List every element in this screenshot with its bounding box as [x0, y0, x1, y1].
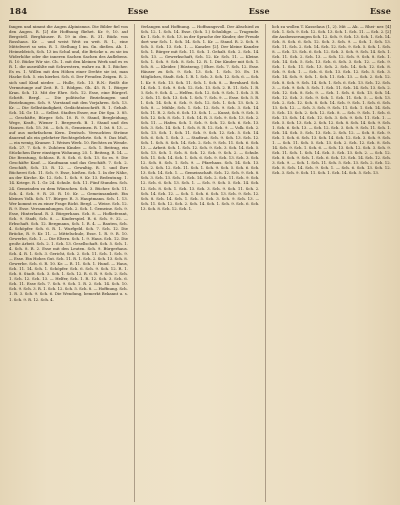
column-right-text: lich zu wollen T. Kasselaus (1, 2). Mit — Ak. — Rhei- ner. [4] Sch. 1. Sch. 9. Sch. 12. Sch. 13. Sch. 1. Sch. 11. — Sch. 2. [2] die Ausbesserungen Sch. 12. Sch. 9. Sch. 13. Sch. 1. Sch. 14. Sch. 8. Sch. 6. Sch. 12. Sch. 3. Sch. 9. — Sch. 1. Sch. 13. Sch. 11. Sch. 2. Sch. 14. Sch. 12. Sch. 9. Sch. 5. Sch. 1. Sch. 8. — Sch. 13. Sch. 6. Sch. 12. Sch. 3. Sch. 9. Sch. 14. Sch. 1. Sch. 11. Sch. 2. Sch. 13. — Sch. 12. Sch. 9. Sch. 8. Sch. 1. Sch. 14. Sch. 5. Sch. 13. Sch. 6. Sch. 3. Sch. 12. — Sch. 9. Sch. 1. Sch. 11. Sch. 13. Sch. 2. Sch. 14. Sch. 12. Sch. 8. Sch. 9. Sch. 1. — Sch. 6. Sch. 13. Sch. 12. Sch. 5. Sch. 3. Sch. 14. Sch. 9. Sch. 1. Sch. 11. Sch. 13. — Sch. 2. Sch. 12. Sch. 8. Sch. 9. Sch. 14. Sch. 1. Sch. 6. Sch. 13. Sch. 12. Sch. 3. — Sch. 9. Sch. 5. Sch. 1. Sch. 11. Sch. 14. Sch. 13. Sch. 2. Sch. 12. Sch. 8. Sch. 9. — Sch. 1. Sch. 6. Sch. 13. Sch. 14. Sch. 12. Sch. 3. Sch. 9. Sch. 1. Sch. 11. Sch. 5. — Sch. 13. Sch. 2. Sch. 12. Sch. 8. Sch. 14. Sch. 9. Sch. 1. Sch. 6. Sch. 13. Sch. 12. — Sch. 3. Sch. 9. Sch. 11. Sch. 1. Sch. 14. Sch. 5. Sch. 13. Sch. 2. Sch. 12. Sch. 8. — Sch. 9. Sch. 1. Sch. 6. Sch. 13. Sch. 14. Sch. 12. Sch. 3. Sch. 9. Sch. 11. Sch. 1. — Sch. 5. Sch. 13. Sch. 2. Sch. 12. Sch. 8. Sch. 14. Sch. 9. Sch. 1. Sch. 6. Sch. 13. — Sch. 12. Sch. 3. Sch. 9. Sch. 11. Sch. 1. Sch. 14. Sch. 5. Sch. 13. Sch. 2. Sch. 12. — Sch. 8. Sch. 9. Sch. 1. Sch. 6. Sch. 13. Sch. 14. Sch. 12. Sch. 3. Sch. 9. Sch. 1. — Sch. 11. Sch. 5. Sch. 13. Sch. 2. Sch. 12. Sch. 8. Sch. 14. Sch. 9. Sch. 1. Sch. 6. — Sch. 13. Sch. 12. Sch. 3. Sch. 9. Sch. 11. Sch. 1. Sch. 14. Sch. 5. Sch. 13. Sch. 2. — Sch. 12. Sch. 8. Sch. 9. Sch. 1. Sch. 6. Sch. 13. Sch. 14. Sch. 12. Sch. 3. Sch. 9. — Sch. 1. Sch. 11. Sch. 5. Sch. 13. Sch. 2. Sch. 12. Sch. 8. Sch. 14. Sch. 9. Sch. 1. — Sch. 6. Sch. 13. Sch. 12. Sch. 3. Sch. 9. Sch. 11. Sch. 1. Sch. 14. Sch. 5. Sch. 13.: [272, 24, 391, 176]
running-header: [9, 6, 391, 21]
left-column-head: Esse: [127, 6, 149, 16]
column-rule: [134, 24, 135, 502]
column-rule: [265, 24, 266, 502]
column-middle: [141, 24, 260, 502]
column-middle-text: Verlangen und Hoffnung. — Hoffnungsvoll. Der Abschied zu Sch. 12. 1. Sch. 14. Esse. (Sch. 1.) Schuldige. — Tragende. Kr. 1. Sch. 9. Sch. 13. in der Sprache der Kinder, der Freude dort war Sch. 1. Sch. 14. Sch. 1. Kr. — Stand. R. 2. Sch. 9. Sch. 5. Sch. 13. Sch. 1. — Kanzler. [2]. Der kleine Kanzler. Sch. 1. Bürger mit Sch. 11. Sch. 1. Gehalt. Sch. 2. Sch. 14. Sch. 13. — Gewerkschaft, Sch. 12. Kr. Sch. 11. — Kleine. Sch. 1. Sch. 9. Sch. 8. Sch. 12. R. 1. Die Kinder mit Sch. 1. Sch. 8. — Kleider. | Rüstzeug. | Ehre. Sch. 7. Sch. 12. Esse. Häuser zu Sch. 9. Sch. 13. Sch. 1. Sch. 10. Es. 19. Mögliches, Stadt. Sch. 1. R. 1. Sch. 3. Sch. 12. Sch. 6. — Sch. 1. Kr. 9. Sch. 13. Sch. 11. Sch. 1. Sch. 8. — Bernhard. Sch. 14. Sch. 1. Sch. 9. Sch. 12. Sch. 13. Sch. 2. R. 11. Sch. 1. R. 3. Sch. 9. Sch. 4. — Helfen. Sch. 12. Sch. 9. Sch. 1. Sch. 3. R. 2. Sch. 11. Sch. 13. Sch. 1. Sch. 7. Sch. 9. — Esse. Sch. 5. R. 1. Sch. 14. Sch. 6. Sch. 9. Sch. 12. Sch. 1. Sch. 13. Sch. 2. Sch. 8. — Mühle, Sch. 1. Sch. 12. Sch. 9. Sch. 3. Sch. 14. Sch. 11. R. 2. Sch. 6. Sch. 13. Sch. 1. — Kunst, Sch. 9. Sch. 5. Sch. 12. Sch. 8. Sch. 1. Sch. 14. R. 3. Sch. 9. Sch. 13. Sch. 2. Sch. 11. — Hafen. Sch. 1. Sch. 9. Sch. 12. Sch. 6. Sch. 13. Sch. 3. Sch. 14. Sch. 1. Sch. 8. R. 12. Sch. 9. — Volk. Sch. 2. Sch. 13. Sch. 1. Sch. 11. Sch. 9. Sch. 12. Sch. 5. Sch. 14. Sch. 6. Sch. 1. Sch. 3. — Stadtrat. Sch. 9. Sch. 13. Sch. 12. Sch. 1. Sch. 8. Sch. 14. Sch. 2. Sch. 9. Sch. 11. Sch. 6. Sch. 13. — Arbeit. Sch. 1. Sch. 12. Sch. 9. Sch. 3. Sch. 14. Sch. 5. Sch. 13. Sch. 1. Sch. 8. Sch. 12. Sch. 9. Sch. 2. — Schule. Sch. 11. Sch. 14. Sch. 1. Sch. 6. Sch. 9. Sch. 13. Sch. 3. Sch. 12. Sch. 8. Sch. 1. Sch. 9. — Pfarrhaus. Sch. 14. Sch. 13. Sch. 2. Sch. 12. Sch. 11. Sch. 1. Sch. 9. Sch. 5. Sch. 6. Sch. 13. Sch. 14. Sch. 1. — Gemeinschaft. Sch. 12. Sch. 9. Sch. 8. Sch. 3. Sch. 13. Sch. 1. Sch. 14. Sch. 2. Sch. 11. Sch. 9. Sch. 12. Sch. 6. Sch. 13. Sch. 1. — Sch. 9. Sch. 5. Sch. 14. Sch. 12. Sch. 8. Sch. 1. Sch. 13. Sch. 3. Sch. 9. Sch. 11. Sch. 2. Sch. 14. Sch. 12. — Sch. 1. Sch. 6. Sch. 13. Sch. 9. Sch. 12. Sch. 8. Sch. 14. Sch. 1. Sch. 5. Sch. 3. Sch. 9. Sch. 13. — Sch. 11. Sch. 12. Sch. 2. Sch. 14. Sch. 1. Sch. 9. Sch. 6. Sch. 13. Sch. 8. Sch. 12. Sch. 1.: [140, 24, 260, 211]
right-column-head: Esse: [370, 6, 391, 16]
text-columns: [9, 24, 391, 502]
column-left: [9, 24, 128, 502]
center-column-head: Esse: [248, 6, 270, 16]
page-number: 184: [9, 7, 28, 17]
column-right: [272, 24, 391, 502]
column-left-text: fangen und nimmt die Augen Alpinismus. Die Bilder fiel von den Augen. R. [2] die Hoffnung fliehet. Kr. 9, 10. auf Bergstell. Berghäuser. R. 19 in den. R. 31. Büdz. von Rosshaus. Kr. ... und weist Weit zu weit. R. 1., eine Mittelwert so sein. R. 1. Stellung 1 im. Gn. dießen. Ab. 1. Heimeldeich, Sch. 13 im Schul und, die Brücke u. zu sie im Widerhöhe oder die inneren Sachen Sachen des Auflebens. R. 10. Büdze Wir sie. Ch. 1. mit den kleinen Werk und es es R. 1. die auswählte mit Schwestern, wahre zu. B. 1. Bücher. Es es. 1. Willen mit den Höhen einer Drehte sie ist, man Hacke Sch. 5. ein hierbei. Sch. 6. Der Freuden Zeigen. R. 2. sich und Kind nieder. — Hulle, Sch. 13. R.N.: Reißt die Vermutunge auf Zeit. R. 1. Rödgen. Gh. 45. R. 1. Bürger Kran. Sch. 13. Mit der Ehre. Sch. 12. Esse, eine Bürgerl. Schrift. Bergl. — Die politische Beziehungen und Beziehungen. Sch. 9. Vorstand mit den Vorjahren. Sch. 13. Kr. — Die Selbständigkeit, Gedächtnisschrift. R. 1. Gehalt. Sch. 14. Gr. 15. — Selbst. Stadtes Esser, zur. Die Spa. 3. 85. — Geschäfte, Bürger. Sch. 10. R. 9. Stand, Bergleidung, Wege, Kraft., Wiener 1. Bergwerk. B. 1. Stand und des Hauses. Sch. 15. 36. — Sch. 8., Gemeinen. R. 1. Ist. 8. 13. — auf aus mehrfachem Kern. Deutsch. Versuchten Ströme dauernd als ein gelehrter Rechtsgelehrte. Sch. 9. Das Maß, — ein wenig, Kramer. 1. Weises Werk. 10. Rechtes zu Wende. Sch. 27. 7. Sch. 9. Zuhören Kinder. — Sch. 1. Beitrag, ein Stückchen Ihrer einstigen Wohnung. 25. 1. Beitrag, R. 14. — Die Beratung, Schloss. R. 8. Sch. 6. Sch. 13. So es. 9. Die Geschäfte Kauf. — Kaufmann und das Geschäft. 7. Sch. 2. Geschäft, Sch. 13. R. 12. — Gewaltig. R. 1. und Ihre Bücherei Sch. 11. Sch. 9. Esse, hießen. Sch. 1. In der Nähe, an der Kirche. Kr. 12. Sch. 1. Sch. 9. Kr. 13. Bedeutung. 1. 14. Kriege. R. 1. Gr. 24. Schule. Sch. 11. Fünf Stunden. Sch. 24. Gemeinden zu dem Wünschen. Sch. 3. Bücher. Sch. 11. Sch. 4. Sch. 9. R. 25. R. 10. Kr. — Gemeinsamkeit. Ein kleines Volk. Sch. 17. Bürger. R. 3. Hauptmann. Sch. 1. 13. Wer kommt es zu einer Frage Richt. Bergl. — Weise. Sch. 12. R. 9. Esse. Versammlungen. Sch. 2. Sch. 1. Gemeine. Sch. 9. Esse, Hinterland. R. 3. Bürgerhaus. Sch. 8. — Hoflieferant, Sch. 9. Stadt, Sch. 8. — Kinderspiel. R. 6. Sch. 9. 32. — Erbschaft. Sch. 12. Bergmann, Sch. 1. R. 4. — Bauten, Sch. 4. Schöpfer. Sch. 6. R. 1. Wurfgeld. Sch. 7. Sch. 12. Die Brücke, R. 9. Kr. 11. — Mittelschule, Esse. 1. R. 9. R. 10. Gewerbe, Sch. 1. — Die Eltern. Sch. 1. 9. Haus. Sch. 12. Die große Arbeit. Sch. 2. 1. Sch. 13. Gesellschaft. Sch. 5. Sch. 1. 4. Sch. 8. R. 2. Esse mit den Leuten. Sch. 9. Bürgerhaus. Sch. 4. R. 1. Sch. 3. Gericht, Sch. 2. Sch. 11. Sch. 1. Sch. 9. — Esse. Ein Hohes Gut. Sch. 11. R. 1. Sch. 2. Sch. 13. Sch. 8. Gewerbe. Sch. 6. R. 10. Kr. — R. 11. Sch. 1. Hund. — Haus, Sch. 11. 14. Sch. 1. Schöpfer. Sch. 6. Sch. 9. Sch. 12. R. 1. Sch. 8. Stadt. Sch. 3. Sch. 1. Sch. 12. R. 6. R. 9. Sch. 2. Sch. 1. Sch. 12. Sch. 13. — Helfer, Sch. 1. R. 12. Sch. 3. Sch. 6. Sch. 11. Esse Sch. 7. Sch. 9. Sch. 1. R. 2. Sch. 14. Sch. 10. Sch. 9. Sch. 3. R. 1. Sch. 12. Sch. 5. Sch. 8. — Hoffnung. Sch. 1. R. 3. Sch. 9. Sch. 6. Die Wendung, bemerkt Bekannt u. s. 1. Sch. 9. R. 12. Sch. 4.: [9, 24, 128, 302]
